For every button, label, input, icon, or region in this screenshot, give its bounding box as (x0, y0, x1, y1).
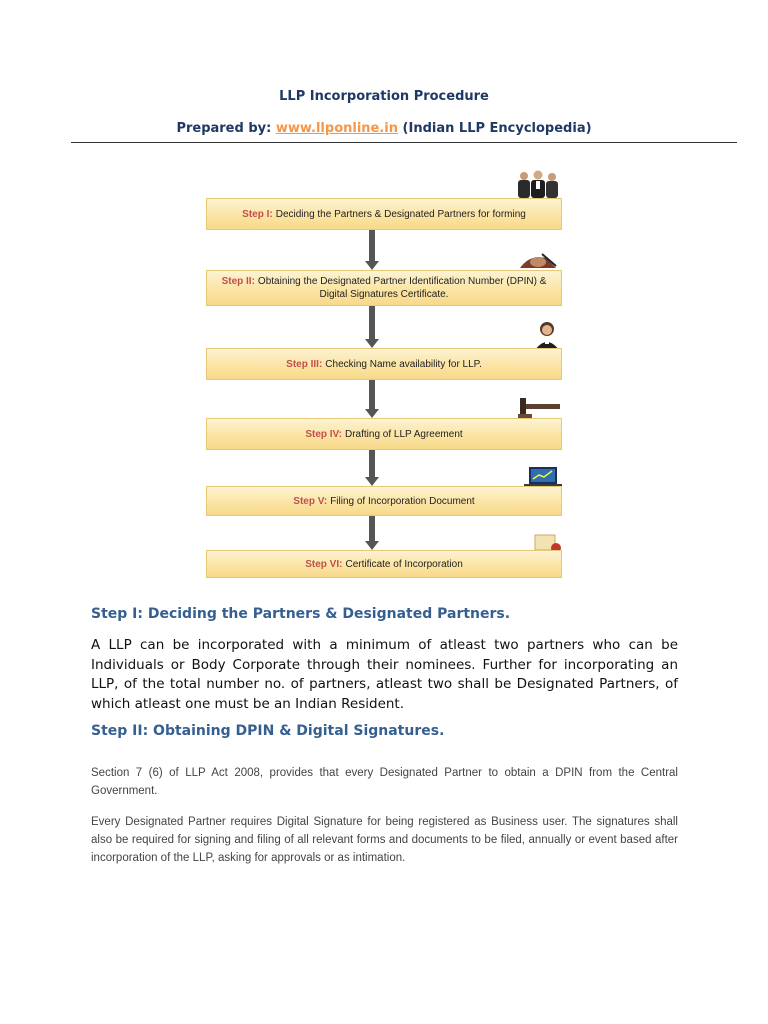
flow-arrow-2 (366, 306, 378, 348)
flow-step-1 (206, 198, 562, 230)
flow-step-3-text: Checking Name availability for LLP. (325, 358, 482, 370)
flow-step-1-tag: Step I: (242, 208, 273, 220)
flow-step-6-text: Certificate of Incorporation (345, 558, 463, 570)
flow-step-3-tag: Step III: (286, 358, 323, 370)
prepared-by-label: Prepared by: (176, 121, 276, 136)
flow-step-5-tag: Step V: (293, 495, 328, 507)
step2-paragraph-1: Section 7 (6) of LLP Act 2008, provides that every Designated Partner to obtain a DPIN from the Central Government. (91, 767, 678, 797)
flow-step-4-tag: Step IV: (305, 428, 342, 440)
header-divider (71, 142, 737, 143)
flow-step-6-tag: Step VI: (305, 558, 343, 570)
flow-step-1-text: Deciding the Partners & Designated Partners for forming (275, 208, 526, 220)
flow-step-2-tag: Step II: (221, 276, 255, 287)
flow-step-2-text: Obtaining the Designated Partner Identification Number (DPIN) & Digital Signatures Certificate. (257, 276, 547, 300)
flow-step-6 (206, 550, 562, 578)
step2-paragraph-2: Every Designated Partner requires Digital Signature for being registered as Business user. The signatures shall also be required for signing and filing of all relevant forms and documents to be filed, annually or event based after incorporation of the LLP, asking for approvals or as intimation. (91, 816, 678, 864)
flow-step-5-text: Filing of Incorporation Document (330, 495, 475, 507)
flow-step-5 (206, 486, 562, 516)
step1-body: A LLP can be incorporated with a minimum of atleast two partners who can be Individuals or Body Corporate through their nominees. Further for incorporating an LLP, of the total number no. of partners, atleast two shall be Designated Partners, of which atleast one must be an Indian Resident. (91, 637, 678, 712)
flow-arrow-5 (366, 516, 378, 550)
document-title: LLP Incorporation Procedure (279, 89, 489, 104)
flow-step-3 (206, 348, 562, 380)
step1-heading: Step I: Deciding the Partners & Designated Partners. (91, 606, 511, 622)
prepared-by-line (0, 121, 768, 136)
incorporation-flowchart (206, 170, 562, 580)
prepared-by-suffix: (Indian LLP Encyclopedia) (398, 121, 592, 136)
flow-arrow-3 (366, 380, 378, 418)
flow-step-4 (206, 418, 562, 450)
website-link[interactable]: www.llponline.in (275, 121, 399, 136)
flow-step-2 (206, 270, 562, 306)
flow-arrow-4 (366, 450, 378, 486)
step2-heading: Step II: Obtaining DPIN & Digital Signatures. (91, 723, 445, 739)
flow-step-4-text: Drafting of LLP Agreement (345, 428, 463, 440)
flow-arrow-1 (366, 230, 378, 270)
